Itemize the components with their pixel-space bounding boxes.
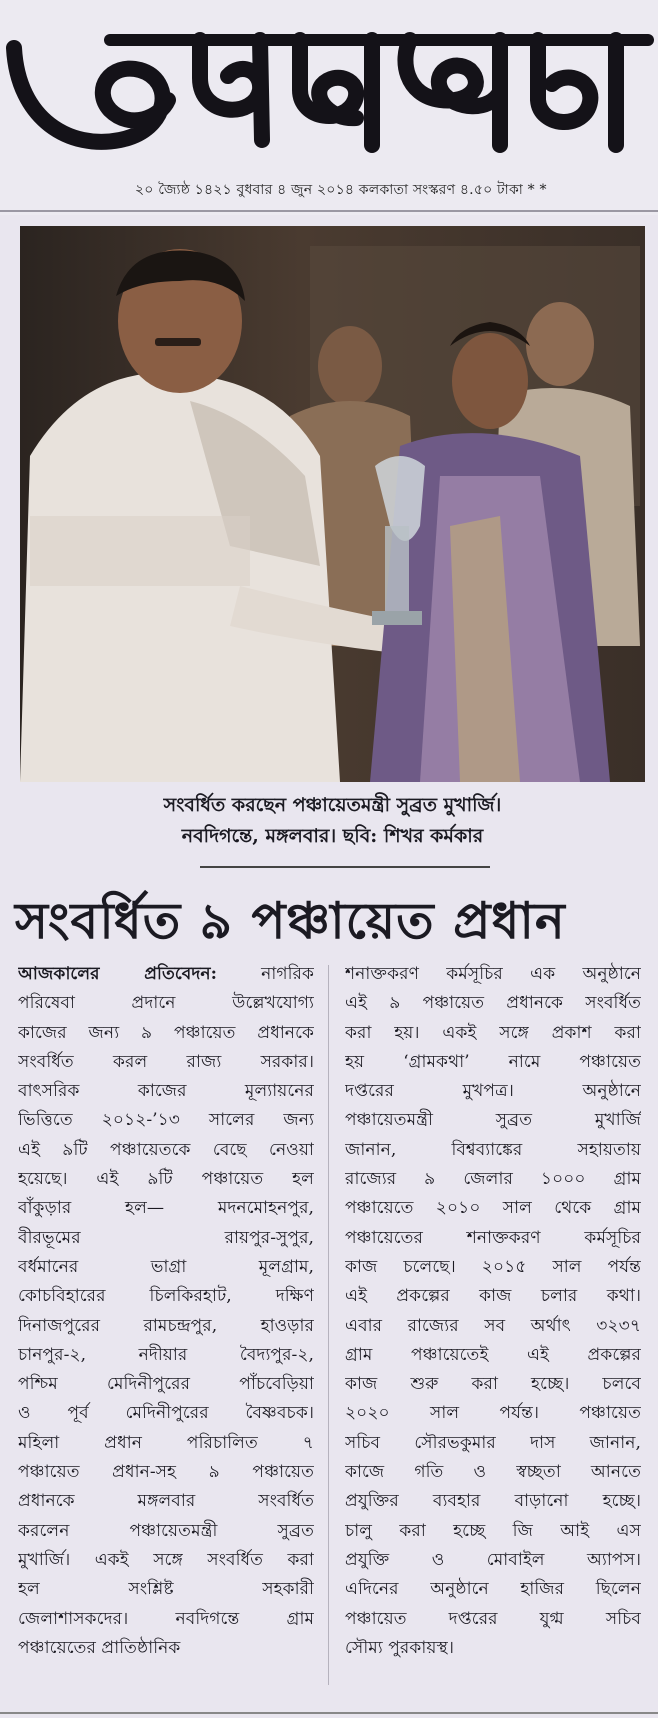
article-line: বাৎসরিক কাজের মূল্যায়নের: [18, 1081, 314, 1102]
article-line: সংবর্ধিত করল রাজ্য সরকার।: [18, 1051, 314, 1072]
article-line: হয় ‘গ্রামকথা’ নামে পঞ্চায়েত: [345, 1051, 641, 1072]
article-line: ও পূর্ব মেদিনীপুরের বৈষ্ণবচক।: [18, 1403, 314, 1424]
caption-rule: [200, 866, 490, 868]
article-line: পঞ্চায়েত প্রধান-সহ ৯ পঞ্চায়েত: [18, 1462, 314, 1483]
article-line: হল সংশ্লিষ্ট সহকারী: [18, 1579, 314, 1600]
article-line: আজকালের প্রতিবেদন: নাগরিক: [18, 964, 314, 984]
article-line: পঞ্চায়েতের প্রাতিষ্ঠানিক: [18, 1637, 181, 1658]
article-line: বীরভূমের রায়পুর-সুপুর,: [18, 1227, 314, 1248]
article-line: কাজে গতি ও স্বচ্ছতা আনতে: [345, 1462, 641, 1483]
dateline: ২০ জ্যৈষ্ঠ ১৪২১ বুধবার ৪ জুন ২০১৪ কলকাতা সংস্করণ ৪.৫০ টাকা * *: [135, 182, 547, 198]
article-column-right: [345, 960, 641, 1663]
article-line: দিনাজপুরের রামচন্দ্রপুর, হাওড়ার: [18, 1315, 314, 1336]
masthead-rule: [0, 210, 658, 212]
bottom-border: [0, 1712, 658, 1714]
masthead-logo: [0, 0, 658, 170]
article-line: হয়েছে। এই ৯টি পঞ্চায়েত হল: [18, 1169, 314, 1190]
headline: সংবর্ধিত ৯ পঞ্চায়েত প্রধান: [15, 892, 566, 950]
article-line: প্রধানকে মঙ্গলবার সংবর্ধিত: [18, 1491, 314, 1512]
article-line: করা হয়। একই সঙ্গে প্রকাশ করা: [345, 1022, 641, 1043]
article-line: মহিলা প্রধান পরিচালিত ৭: [18, 1432, 314, 1453]
article-line: এই ৯টি পঞ্চায়েতকে বেছে নেওয়া: [18, 1139, 314, 1160]
column-divider: [328, 965, 329, 1685]
article-line: এবার রাজ্যের সব অর্থাৎ ৩২৩৭: [345, 1315, 641, 1336]
article-line: গ্রাম পঞ্চায়েতেই এই প্রকল্পের: [345, 1344, 641, 1365]
article-line: পঞ্চায়েতের শনাক্তকরণ কর্মসূচির: [345, 1227, 641, 1248]
article-line: করলেন পঞ্চায়েতমন্ত্রী সুব্রত: [18, 1520, 314, 1541]
article-line: পঞ্চায়েতমন্ত্রী সুব্রত মুখার্জি: [345, 1110, 641, 1131]
article-line: সৌম্য পুরকায়স্থ।: [345, 1637, 455, 1658]
article-line: বাঁকুড়ার হল— মদনমোহনপুর,: [18, 1198, 314, 1219]
article-line: দপ্তরের মুখপত্র। অনুষ্ঠানে: [345, 1081, 641, 1102]
caption-line-2: নবদিগন্তে, মঙ্গলবার। ছবি: শিখর কর্মকার: [181, 825, 484, 847]
article-line: পশ্চিম মেদিনীপুরের পাঁচবেড়িয়া: [18, 1374, 314, 1395]
article-line: জানান, বিশ্বব্যাঙ্কের সহায়তায়: [345, 1139, 641, 1160]
article-line: পরিষেবা প্রদানে উল্লেখযোগ্য: [18, 993, 314, 1014]
masthead: [0, 0, 658, 215]
photo-caption: [20, 790, 645, 852]
article-line: ২০২০ সাল পর্যন্ত। পঞ্চায়েত: [345, 1403, 641, 1424]
article-line: মুখার্জি। একই সঙ্গে সংবর্ধিত করা: [18, 1549, 314, 1570]
article-line: পঞ্চায়েত দপ্তরের যুগ্ম সচিব: [345, 1608, 641, 1629]
article-line: এদিনের অনুষ্ঠানে হাজির ছিলেন: [345, 1579, 641, 1600]
article-line: শনাক্তকরণ কর্মসূচির এক অনুষ্ঠানে: [345, 964, 641, 984]
article-line: কাজ শুরু করা হচ্ছে। চলবে: [345, 1374, 641, 1395]
photo-illustration: [20, 226, 645, 782]
article-line: কাজ চলেছে। ২০১৫ সাল পর্যন্ত: [345, 1256, 641, 1277]
article-line: এই প্রকল্পের কাজ চলার কথা।: [345, 1286, 641, 1307]
article-line: প্রযুক্তির ব্যবহার বাড়ানো হচ্ছে।: [345, 1491, 641, 1512]
article-byline: আজকালের প্রতিবেদন:: [18, 964, 217, 984]
article-line: পঞ্চায়েতে ২০১০ সাল থেকে গ্রাম: [345, 1198, 641, 1219]
article-line: জেলাশাসকদের। নবদিগন্তে গ্রাম: [18, 1608, 314, 1629]
article-line: সচিব সৌরভকুমার দাস জানান,: [345, 1432, 641, 1453]
article-line: রাজ্যের ৯ জেলার ১০০০ গ্রাম: [345, 1169, 641, 1190]
caption-line-1: সংবর্ধিত করছেন পঞ্চায়েতমন্ত্রী সুব্রত মুখার্জি।: [163, 794, 502, 816]
article-line: ভিত্তিতে ২০১২-’১৩ সালের জন্য: [18, 1110, 314, 1131]
article-line: এই ৯ পঞ্চায়েত প্রধানকে সংবর্ধিত: [345, 993, 641, 1014]
article-column-left: [18, 960, 314, 1663]
article-line: প্রযুক্তি ও মোবাইল অ্যাপস।: [345, 1549, 641, 1570]
article-line: চালু করা হচ্ছে জি আই এস: [345, 1520, 641, 1541]
article-line: কাজের জন্য ৯ পঞ্চায়েত প্রধানকে: [18, 1022, 314, 1043]
article-line: কোচবিহারের চিলকিরহাট, দক্ষিণ: [18, 1286, 314, 1307]
news-photo: [20, 226, 645, 782]
article-line: চানপুর-২, নদীয়ার বৈদ্যপুর-২,: [18, 1344, 314, 1365]
article-line: বর্ধমানের ভাগ্রা মূলগ্রাম,: [18, 1256, 314, 1277]
